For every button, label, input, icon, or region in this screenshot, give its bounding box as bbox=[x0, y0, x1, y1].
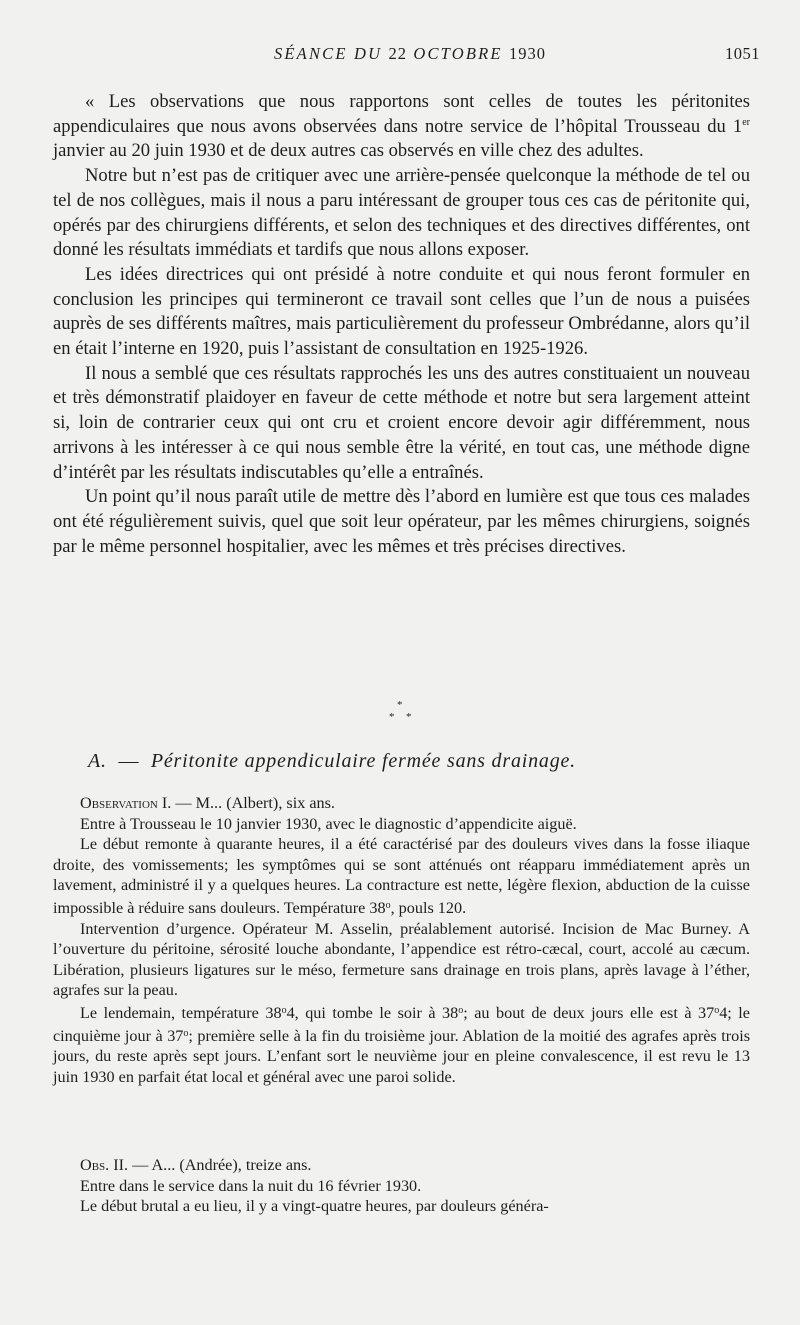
header-title bbox=[60, 44, 760, 64]
header-seance: SÉANCE DU bbox=[273, 44, 383, 63]
page-number: 1051 bbox=[725, 44, 760, 63]
observation-1 bbox=[53, 793, 750, 1087]
observation-2 bbox=[53, 1155, 750, 1217]
paragraph: Notre but n’est pas de critiquer avec une arrière-pensée quelconque la méthode de tel ou tel de nos collègues, mais il nous a paru intéressant de grouper tous ces cas de péritonite qui, opérés par des chirurgiens différents, et selon des techniques et des directives différentes, ont donné les résultats immédiats et tardifs que nous allons exposer. bbox=[53, 165, 750, 261]
paragraph: Il nous a semblé que ces résultats rapprochés les uns des autres constituaient un nouveau et très démonstratif plaidoyer en faveur de cette méthode et notre but sera largement atteint si, loin de contrarier ceux qui ont cru et croient encore devoir agir différemment, nous arrivons à les intéresser à ce qui nous semble être la vérité, en tout cas, une méthode digne d’intérêt par les résultats indiscutables qu’elle a entraînés. bbox=[53, 362, 750, 483]
observation-heading: Observation I. — M... (Albert), six ans. bbox=[80, 794, 335, 812]
header-year: 1930 bbox=[509, 44, 547, 63]
star-glyph: * bbox=[389, 711, 395, 723]
section-heading: A. — Péritonite appendiculaire fermée sans drainage. bbox=[88, 750, 576, 772]
paragraph: Intervention d’urgence. Opérateur M. Asselin, préalablement autorisé. Incision de Mac Burney. A l’ouverture du péritoine, sérosité louche abondante, l’appendice est rétro-cæcal, court, accolé au cæcum. Libération, plusieurs ligatures sur le méso, fermeture sans drainage en trois plans, après lavage à l’éther, agrafes sur la peau. bbox=[53, 919, 750, 1000]
star-glyph: * bbox=[406, 711, 412, 723]
paragraph: Entre à Trousseau le 10 janvier 1930, avec le diagnostic d’appendicite aiguë. bbox=[80, 814, 577, 833]
paragraph: Le début brutal a eu lieu, il y a vingt-quatre heures, par douleurs généra- bbox=[80, 1197, 549, 1216]
intro-text bbox=[53, 90, 750, 559]
paragraph: Les idées directrices qui ont présidé à notre conduite et qui nous feront formuler en conclusion les principes qui termineront ce travail sont celles que l’un de nous a puisées auprès de ses différents maîtres, mais particulièrement du professeur Ombrédanne, alors qu’il en était l’interne en 1920, puis l’assistant de consultation en 1925-1926. bbox=[53, 263, 750, 360]
running-header bbox=[60, 44, 760, 70]
paragraph: Un point qu’il nous paraît utile de mettre dès l’abord en lumière est que tous ces malades ont été régulièrement suivis, quel que soit leur opérateur, par les mêmes chirurgiens, soignés par le même personnel hospitalier, avec les mêmes et très précises directives. bbox=[53, 486, 750, 557]
paragraph: « Les observations que nous rapportons sont celles de toutes les péritonites appendiculaires que nous avons observées dans notre service de l’hôpital Trousseau du 1er janvier au 20 juin 1930 et de deux autres cas observés en ville chez des adultes. bbox=[53, 91, 750, 162]
header-month: OCTOBRE bbox=[413, 44, 503, 63]
asterism-separator bbox=[380, 698, 420, 728]
star-glyph: * bbox=[397, 699, 403, 711]
paragraph: Le début remonte à quarante heures, il a été caractérisé par des douleurs vives dans la fosse iliaque droite, des vomissements; les symptômes qui se sont atténués ont réapparu immédiatement après un lavement, administré il y a quelques heures. La contracture est nette, légère flexion, abduction de la cuisse impossible à réduire sans douleurs. Température 38$^o$, pouls 120. bbox=[53, 835, 750, 917]
paragraph: Entre dans le service dans la nuit du 16 février 1930. bbox=[80, 1176, 422, 1195]
header-day: 22 bbox=[388, 44, 408, 63]
observation-heading: Obs. II. — A... (Andrée), treize ans. bbox=[80, 1156, 312, 1174]
paragraph: Le lendemain, température 38$^o$4, qui tombe le soir à 38$^o$; au bout de deux jours elle est à 37$^o$4; le cinquième jour à 37$^o$; première selle à la fin du troisième jour. Ablation de la moitié des agrafes après trois jours, du reste après sept jours. L’enfant sort le neuvième jour en pleine convalescence, il est revu le 13 juin 1930 en parfait état local et général avec une paroi solide. bbox=[53, 1003, 750, 1086]
